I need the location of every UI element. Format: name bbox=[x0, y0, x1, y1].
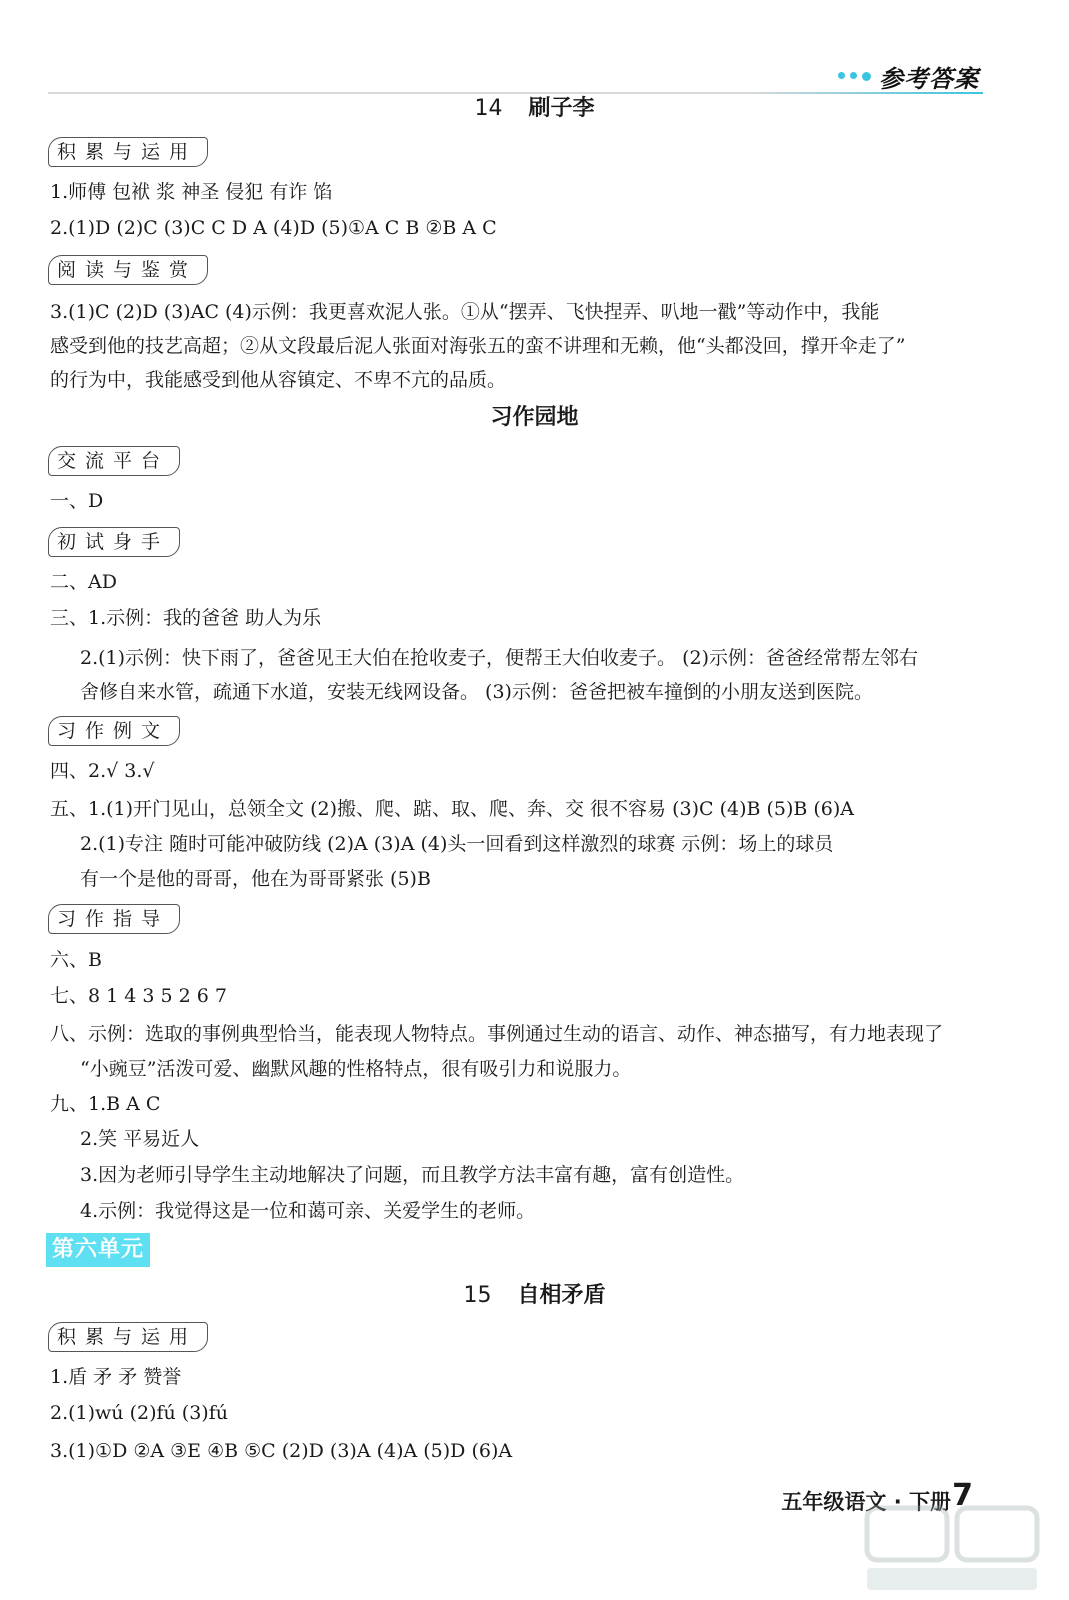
dots-decoration bbox=[838, 72, 871, 81]
answer-line: 五、1.(1)开门见山，总领全文 (2)搬、爬、踮、取、爬、奔、交 很不容易 (3)C (4)B (5)B (6)A bbox=[50, 798, 855, 820]
answer-line: 三、1.示例：我的爸爸 助人为乐 bbox=[50, 607, 322, 629]
section-tag-jilei-2: 积累与运用 bbox=[48, 1322, 208, 1352]
answer-line: 2.(1)D (2)C (3)C C D A (4)D (5)①A C B ②B A C bbox=[50, 217, 497, 239]
answer-line: 九、1.B A C bbox=[50, 1093, 161, 1115]
answer-line: “小豌豆”活泼可爱、幽默风趣的性格特点，很有吸引力和说服力。 bbox=[80, 1058, 632, 1080]
section-tag-jilei: 积累与运用 bbox=[48, 137, 208, 167]
answer-line: 八、示例：选取的事例典型恰当，能表现人物特点。事例通过生动的语言、动作、神态描写，有力地表现了 bbox=[50, 1023, 944, 1045]
answer-line: 七、8 1 4 3 5 2 6 7 bbox=[50, 985, 227, 1007]
answer-line: 3.因为老师引导学生主动地解决了问题，而且教学方法丰富有趣，富有创造性。 bbox=[80, 1164, 745, 1186]
watermark-logo bbox=[857, 1500, 1047, 1595]
answer-line: 3.(1)C (2)D (3)AC (4)示例：我更喜欢泥人张。①从“摆弄、飞快捏弄、叭地一戳”等动作中，我能 bbox=[50, 301, 880, 323]
section-tag-jiaoliu: 交流平台 bbox=[48, 446, 180, 476]
answer-line: 3.(1)①D ②A ③E ④B ⑤C (2)D (3)A (4)A (5)D (6)A bbox=[50, 1440, 513, 1462]
footer-grade: 五年级语文 · 下册 bbox=[781, 1490, 951, 1514]
answer-line: 一、D bbox=[50, 490, 104, 512]
section-title-xizuo: 习作园地 bbox=[490, 405, 579, 430]
section-tag-zhidao: 习作指导 bbox=[48, 904, 180, 934]
unit-banner: 第六单元 bbox=[46, 1233, 150, 1267]
section-tag-yuedu: 阅读与鉴赏 bbox=[48, 255, 208, 285]
answer-line: 1.盾 矛 矛 赞誉 bbox=[50, 1366, 182, 1388]
answer-line: 二、AD bbox=[50, 571, 117, 593]
section-tag-chushi: 初试身手 bbox=[48, 527, 180, 557]
answer-line: 2.笑 平易近人 bbox=[80, 1128, 200, 1150]
answer-line: 有一个是他的哥哥，他在为哥哥紧张 (5)B bbox=[80, 868, 431, 890]
answer-line: 六、B bbox=[50, 949, 102, 971]
answer-line: 舍修自来水管，疏通下水道，安装无线网设备。 (3)示例：爸爸把被车撞倒的小朋友送到医院。 bbox=[80, 681, 873, 703]
answer-line: 四、2.√ 3.√ bbox=[50, 760, 155, 782]
answer-line: 2.(1)wú (2)fú (3)fú bbox=[50, 1402, 228, 1424]
page-number: 7 bbox=[952, 1478, 973, 1513]
lesson-title: 15 自相矛盾 bbox=[463, 1283, 606, 1308]
header-banner bbox=[838, 58, 979, 94]
header-title: 参考答案 bbox=[879, 64, 979, 93]
lesson-title: 14 刷子李 bbox=[474, 96, 595, 121]
answer-line: 感受到他的技艺高超；②从文段最后泥人张面对海张五的蛮不讲理和无赖，他“头都没回，撑开伞走了” bbox=[50, 335, 906, 357]
answer-line: 2.(1)专注 随时可能冲破防线 (2)A (3)A (4)头一回看到这样激烈的球赛 示例：场上的球员 bbox=[80, 833, 834, 855]
answer-line: 2.(1)示例：快下雨了，爸爸见王大伯在抢收麦子，便帮王大伯收麦子。 (2)示例：爸爸经常帮左邻右 bbox=[80, 647, 918, 669]
answer-line: 的行为中，我能感受到他从容镇定、不卑不亢的品质。 bbox=[50, 369, 507, 391]
answer-line: 4.示例：我觉得这是一位和蔼可亲、关爱学生的老师。 bbox=[80, 1200, 536, 1222]
answer-line: 1.师傅 包袱 浆 神圣 侵犯 有诈 馅 bbox=[50, 181, 333, 203]
header-divider bbox=[48, 92, 983, 94]
section-tag-liwen: 习作例文 bbox=[48, 716, 180, 746]
